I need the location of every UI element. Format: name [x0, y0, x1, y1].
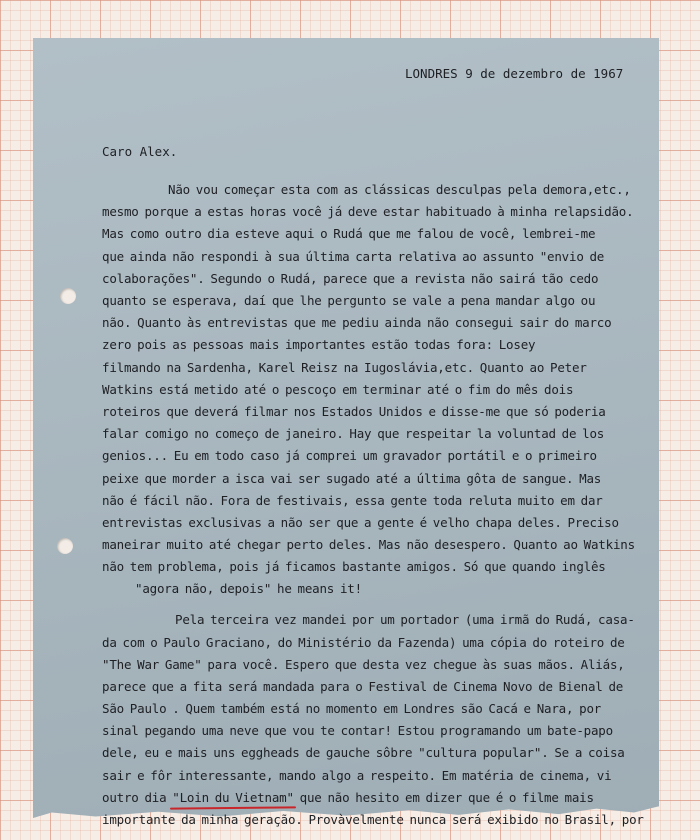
letter-line: sair e fôr interessante, mando algo a respeito. Em matéria de cinema, vi	[102, 767, 612, 783]
letter-line: da com o Paulo Graciano, do Ministério da Fazenda) uma cópia do roteiro de	[102, 634, 625, 650]
punch-hole-top	[60, 288, 76, 304]
letter-line: sinal pegando uma neve que vou te contar! Estou programando um bate-papo	[102, 723, 613, 739]
letter-line-start: outro dia	[102, 789, 173, 805]
letter-line: "agora não, depois" he means it!	[135, 581, 362, 597]
letter-line: Mas como outro dia esteve aqui o Rudá que me falou de você, lembrei-me	[102, 226, 596, 242]
punch-hole-bottom	[57, 538, 73, 554]
letter-line: colaborações". Segundo o Rudá, parece que a revista não sairá tão cedo	[102, 270, 599, 286]
letter-line: roteiros que deverá filmar nos Estados Unidos e disse-me que só poderia	[102, 403, 606, 419]
letter-line: mesmo porque a estas horas você já deve estar habituado à minha relapsidão.	[102, 204, 634, 220]
film-title-underlined: "Loin du Vietnam"	[172, 789, 294, 805]
letter-line: dele, eu e mais uns eggheads de gauche sôbre "cultura popular". Se a coisa	[102, 745, 625, 761]
letter-line: maneirar muito até chegar perto deles. Mas não desespero. Quanto ao Watkins	[102, 537, 635, 552]
letter-line: não tem problema, pois já ficamos bastante amigos. Só que quando inglês	[102, 559, 606, 575]
letter-line: entrevistas exclusivas a não ser que a gente é velho chapa deles. Preciso	[102, 514, 619, 530]
letter-line: falar comigo no começo de janeiro. Hay que respeitar la voluntad de los	[102, 426, 605, 442]
letter-date: LONDRES 9 de dezembro de 1967	[405, 66, 624, 81]
letter-line: "The War Game" para você. Espero que desta vez chegue às suas mãos. Aliás,	[102, 656, 625, 672]
letter-line: parece que a fita será mandada para o Festival de Cinema Novo de Bienal de	[102, 678, 624, 694]
letter-line-end: que não hesito em dizer que é o filme mais	[293, 789, 594, 805]
letter-line: filmando na Sardenha, Karel Reisz na Iugoslávia,etc. Quanto ao Peter	[102, 359, 587, 375]
letter-line: que ainda não respondi à sua última carta relativa ao assunto "envio de	[102, 248, 605, 264]
letter-line: São Paulo . Quem também está no momento em Londres são Cacá e Nara, por	[102, 701, 602, 717]
letter-line: não. Quanto às entrevistas que me pediu ainda não consegui sair do marco	[102, 315, 612, 331]
letter-line: importante da minha geração. Provàvelmente nunca será exibido no Brasil, por	[102, 812, 644, 827]
letter-line: Pela terceira vez mandei por um portador (uma irmã do Rudá, casa-	[175, 612, 635, 628]
letter-line: Não vou começar esta com as clássicas desculpas pela demora,etc.,	[168, 182, 631, 197]
letter-line: quanto se esperava, daí que lhe pergunto se vale a pena mandar algo ou	[102, 292, 596, 308]
letter-line: Watkins está metido até o pescoço em terminar até o fim do mês dois	[102, 381, 574, 397]
letter-line	[102, 790, 594, 805]
letter-line: zero pois as pessoas mais importantes estão todas fora: Losey	[102, 337, 536, 353]
letter-line: genios... Eu em todo caso já comprei um gravador portátil e o primeiro	[102, 448, 597, 464]
letter-greeting: Caro Alex.	[102, 144, 178, 159]
letter-line: peixe que morder a isca vai ser sugado até a última gôta de sangue. Mas	[102, 470, 602, 486]
letter-line: não é fácil não. Fora de festivais, essa gente toda reluta muito em dar	[102, 492, 603, 508]
